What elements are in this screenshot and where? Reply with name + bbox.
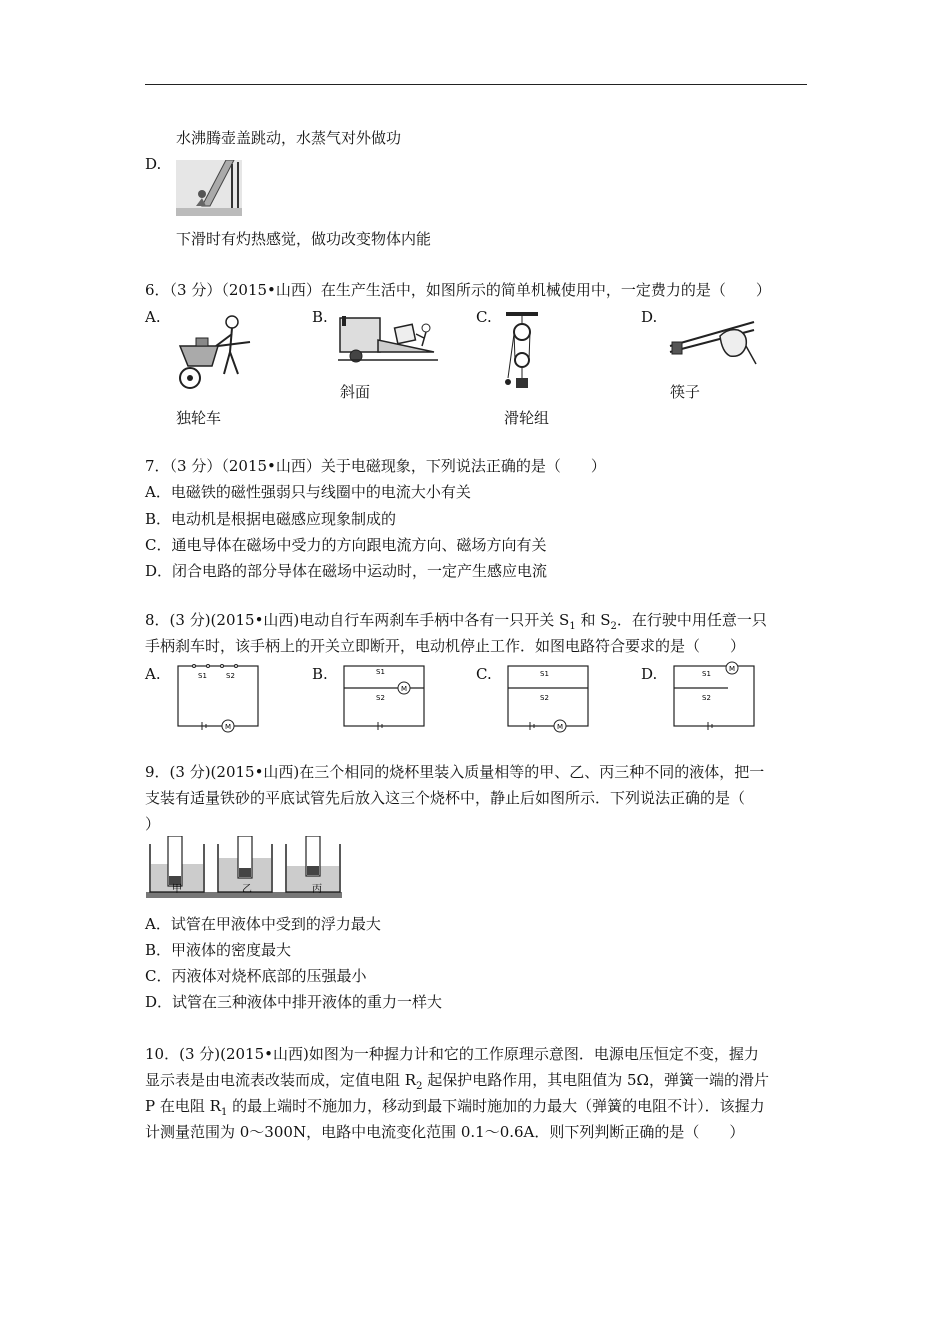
- header-rule: [145, 84, 807, 85]
- circuit-b-motor-label: M: [401, 685, 408, 693]
- circuit-b-s2-label: S2: [376, 694, 385, 702]
- q9-stem-line1: 9．(3 分)(2015•山西)在三个相同的烧杯里装入质量相等的甲、乙、丙三种不同的液体，把一: [145, 763, 765, 781]
- q6-option-d-label: D.: [641, 308, 658, 326]
- q8-option-d-label: D.: [641, 665, 658, 683]
- circuit-c-s2-label: S2: [540, 694, 549, 702]
- circuit-c-s1-label: S1: [540, 670, 549, 678]
- q7-stem: 7．（3 分）（2015•山西）关于电磁现象，下列说法正确的是（ ）: [145, 457, 606, 475]
- q8-stem-line1: 8．(3 分)(2015•山西)电动自行车两刹车手柄中各有一只开关 $S_1$ 和 $S_2$．在行驶中用任意一只: [145, 611, 767, 632]
- beaker-label-bing: 丙: [312, 884, 322, 895]
- q10-stem-line3: P 在电阻 $R_1$ 的最上端时不施加力，移动到最下端时施加的力最大（弹簧的电阻不计）．该握力: [145, 1097, 765, 1118]
- q6-option-b-caption: 斜面: [340, 383, 371, 401]
- circuit-d-s1-label: S1: [702, 670, 711, 678]
- beaker-label-yi: 乙: [242, 884, 252, 895]
- q7-option-d: D．闭合电路的部分导体在磁场中运动时，一定产生感应电流: [145, 562, 548, 580]
- q10-stem-line4: 计测量范围为 0～300N，电路中电流变化范围 0.1～0.6A．则下列判断正确的是（ ）: [145, 1123, 745, 1141]
- q7-option-a: A．电磁铁的磁性强弱只与线圈中的电流大小有关: [145, 483, 471, 501]
- q6-option-a-label: A.: [145, 308, 161, 326]
- q5-option-d-caption: 下滑时有灼热感觉，做功改变物体内能: [176, 230, 432, 248]
- circuit-c-motor-label: M: [557, 723, 564, 731]
- q8-option-c-label: C.: [476, 665, 492, 683]
- pulley-block-illustration: [502, 312, 542, 394]
- chopsticks-illustration: [668, 316, 758, 368]
- q9-option-d: D．试管在三种液体中排开液体的重力一样大: [145, 993, 443, 1011]
- q6-option-c-label: C.: [476, 308, 492, 326]
- circuit-b-s1-label: S1: [376, 668, 385, 676]
- q5-option-c-caption: 水沸腾壶盖跳动，水蒸气对外做功: [176, 129, 402, 147]
- wheelbarrow-illustration: [176, 312, 268, 392]
- inclined-plane-illustration: [338, 312, 438, 370]
- q6-stem: 6．（3 分）（2015•山西）在生产生活中，如图所示的简单机械使用中，一定费力的是（ ）: [145, 281, 771, 299]
- circuit-d-motor-label: M: [729, 665, 736, 673]
- circuit-a: [172, 660, 264, 734]
- q7-option-c: C．通电导体在磁场中受力的方向跟电流方向、磁场方向有关: [145, 536, 547, 554]
- q6-option-a-caption: 独轮车: [176, 409, 222, 427]
- circuit-d-s2-label: S2: [702, 694, 711, 702]
- circuit-c: [502, 660, 594, 734]
- q10-stem-line1: 10．(3 分)(2015•山西)如图为一种握力计和它的工作原理示意图．电源电压恒定不变，握力: [145, 1045, 759, 1063]
- beaker-label-jia: 甲: [172, 884, 182, 895]
- q9-stem-line3: ）: [145, 815, 161, 833]
- q8-stem-line2: 手柄刹车时，该手柄上的开关立即断开，电动机停止工作．如图电路符合要求的是（ ）: [145, 637, 746, 655]
- q5-option-d-label: D.: [145, 155, 162, 173]
- q7-option-b: B．电动机是根据电磁感应现象制成的: [145, 510, 397, 528]
- circuit-b: [338, 660, 430, 734]
- q9-option-c: C．丙液体对烧杯底部的压强最小: [145, 967, 367, 985]
- q6-option-d-caption: 筷子: [670, 383, 701, 401]
- circuit-a-s2-label: S2: [226, 672, 235, 680]
- slide-illustration: [176, 160, 242, 216]
- beakers-illustration: [146, 836, 342, 900]
- q10-stem-line2: 显示表是由电流表改装而成，定值电阻 $R_2$ 起保护电路作用，其电阻值为 5Ω，弹簧一端的滑片: [145, 1071, 769, 1092]
- q6-option-c-caption: 滑轮组: [504, 409, 550, 427]
- q6-option-b-label: B.: [312, 308, 328, 326]
- circuit-d: [668, 660, 760, 734]
- q9-stem-line2: 支装有适量铁砂的平底试管先后放入这三个烧杯中，静止后如图所示．下列说法正确的是（: [145, 789, 746, 807]
- circuit-a-s1-label: S1: [198, 672, 207, 680]
- q8-option-b-label: B.: [312, 665, 328, 683]
- q8-option-a-label: A.: [145, 665, 161, 683]
- circuit-a-motor-label: M: [225, 723, 232, 731]
- q9-option-b: B．甲液体的密度最大: [145, 941, 292, 959]
- q9-option-a: A．试管在甲液体中受到的浮力最大: [145, 915, 381, 933]
